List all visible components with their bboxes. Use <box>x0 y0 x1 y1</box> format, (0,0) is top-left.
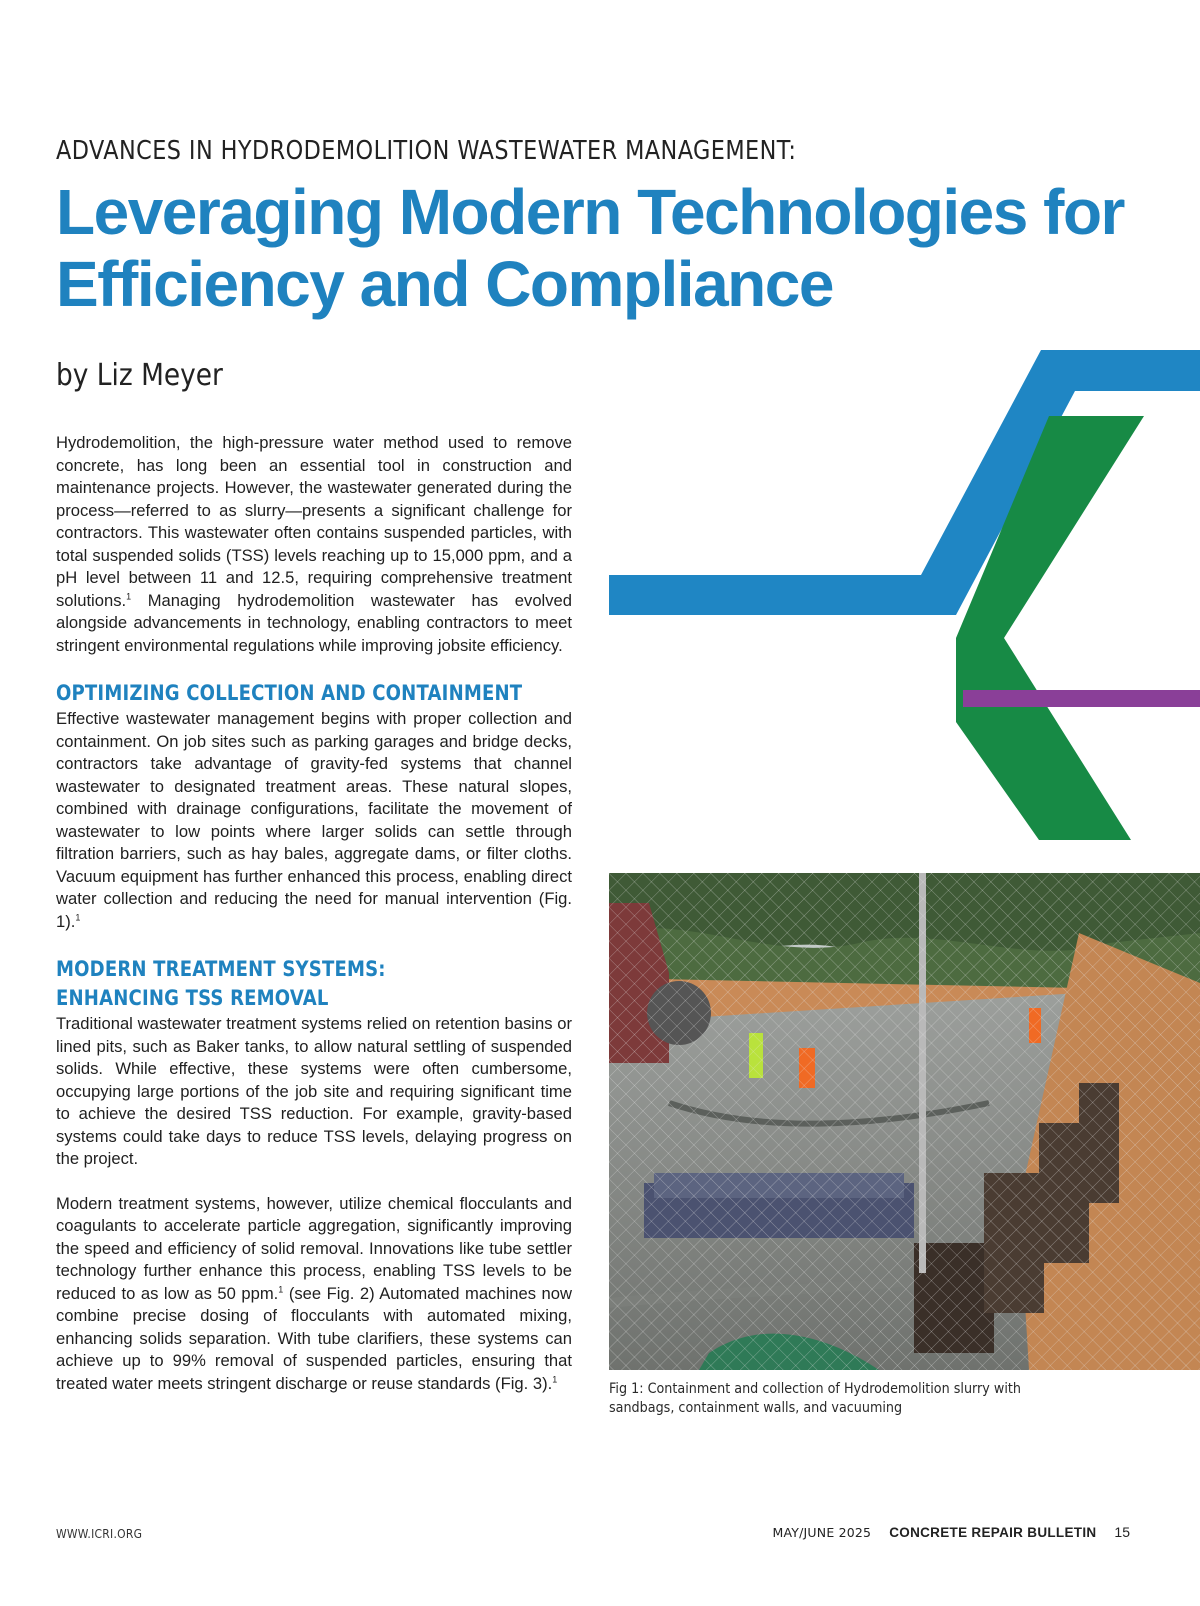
section-heading-collection: OPTIMIZING COLLECTION AND CONTAINMENT <box>56 681 523 705</box>
collection-paragraph: Effective wastewater management begins with proper collection and containment. On job sites such as parking garages and bridge decks, contractors take advantage of gravity-fed systems that channel wastewater to designated treatment areas. These natural slopes, combined with drainage configurations, facilitate the movement of wastewater to low points where larger solids can settle through filtration barriers, such as hay bales, aggregate dams, or filter cloths. Vacuum equipment has further enhanced this process, enabling direct water collection and reducing the need for manual intervention (Fig. 1).$^1$ <box>56 709 572 931</box>
decorative-chevron-graphic <box>609 350 1200 840</box>
footer-right <box>773 1524 1130 1540</box>
footnote-ref: 1 <box>75 911 81 922</box>
title-line-2: Efficiency and Compliance <box>56 248 833 320</box>
footnote-ref: 1 <box>552 1373 558 1384</box>
figure-1-photo <box>609 873 1200 1370</box>
construction-site-image <box>609 873 1200 1370</box>
figure-1-caption: Fig 1: Containment and collection of Hydrodemolition slurry with sandbags, containment walls, and vacuuming <box>609 1381 1021 1416</box>
footer-publication: CONCRETE REPAIR BULLETIN <box>889 1525 1097 1540</box>
treatment-paragraph-2: Modern treatment systems, however, utilize chemical flocculants and coagulants to accelerate particle aggregation, significantly improving the speed and efficiency of solid removal. Innovations like tube settler technology further enhance this process, enabling TSS levels to be reduced to as low as 50 ppm.$^1$ (see Fig. 2) Automated machines now combine precise dosing of flocculants with automated mixing, enhancing solids separation. With tube clarifiers, these systems can achieve up to 99% removal of suspended particles, ensuring that treated water meets stringent discharge or reuse standards (Fig. 3).$^1$ <box>56 1193 572 1393</box>
purple-stripe <box>963 690 1200 707</box>
article-kicker: ADVANCES IN HYDRODEMOLITION WASTEWATER MANAGEMENT: <box>56 136 797 166</box>
byline: by Liz Meyer <box>56 358 223 393</box>
treatment-paragraph-1: Traditional wastewater treatment systems relied on retention basins or lined pits, such as Baker tanks, to allow natural settling of suspended solids. While effective, these systems were often cumbersome, occupying large portions of the job site and requiring significant time to achieve the desired TSS reduction. For example, gravity-based systems could take days to reduce TSS levels, delaying progress on the project. <box>56 1014 572 1168</box>
title-line-1: Leveraging Modern Technologies for <box>56 176 1124 248</box>
section-heading-treatment: MODERN TREATMENT SYSTEMS: ENHANCING TSS REMOVAL <box>56 957 386 1010</box>
intro-paragraph: Hydrodemolition, the high-pressure water method used to remove concrete, has long been an essential tool in construction and maintenance projects. However, the wastewater generated during the process—referred to as slurry—presents a significant challenge for contractors. This wastewater often contains suspended particles, with total suspended solids (TSS) levels reaching up to 15,000 ppm, and a pH level between 11 and 12.5, requiring comprehensive treatment solutions.$^1$ Managing hydrodemolition wastewater has evolved alongside advancements in technology, enabling contractors to meet stringent environmental regulations while improving jobsite efficiency. <box>56 433 572 655</box>
article-title <box>56 176 1176 320</box>
blue-chevron-stripe <box>609 350 1200 615</box>
footer-website: WWW.ICRI.ORG <box>56 1526 143 1541</box>
footnote-ref: 1 <box>278 1283 284 1294</box>
article-body <box>56 432 572 1417</box>
footer-issue: MAY/JUNE 2025 <box>772 1525 872 1540</box>
footnote-ref: 1 <box>126 590 132 601</box>
page-number: 15 <box>1114 1524 1130 1540</box>
